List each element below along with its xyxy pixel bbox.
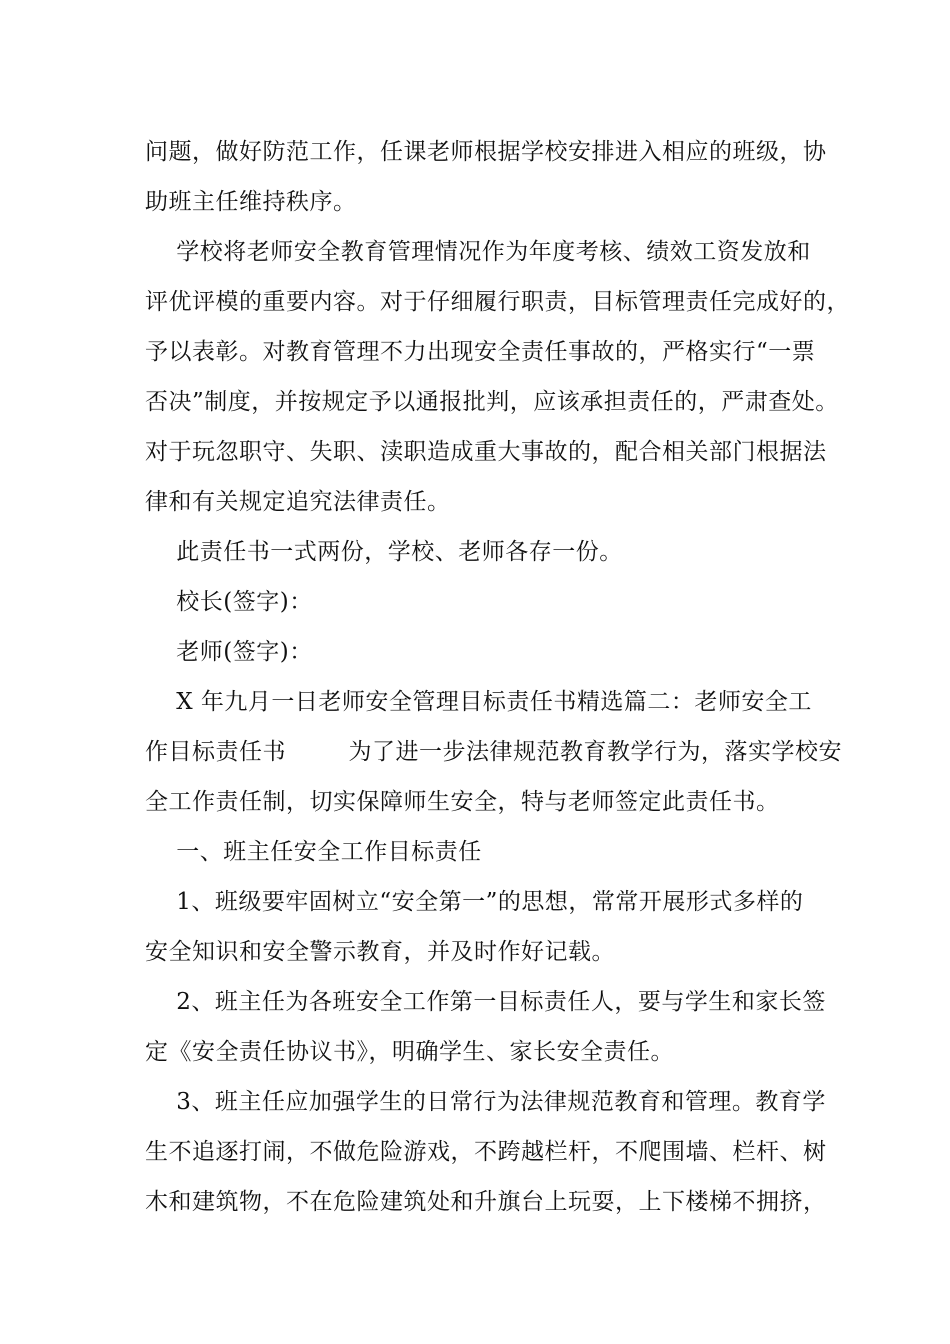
text-line: 2、班主任为各班安全工作第一目标责任人，要与学生和家长签 [145,989,826,1015]
text-line: 此责任书一式两份，学校、老师各存一份。 [145,539,623,565]
signature-line-principal: 校长(签字)： [145,589,313,615]
text-line: 木和建筑物，不在危险建筑处和升旗台上玩耍，上下楼梯不拥挤， [145,1189,827,1215]
text-line: 予以表彰。对教育管理不力出现安全责任事故的，严格实行“一票 [145,339,816,365]
text-line: 否决”制度，并按规定予以通报批判，应该承担责任的，严肃查处。 [145,389,839,415]
text-line: 问题，做好防范工作，任课老师根据学校安排进入相应的班级，协 [145,139,827,165]
text-line: 评优评模的重要内容。对于仔细履行职责，目标管理责任完成好的， [145,289,850,315]
text-line: 3、班主任应加强学生的日常行为法律规范教育和管理。教育学 [145,1089,826,1115]
text-line: 律和有关规定追究法律责任。 [145,489,451,515]
section-heading: 一、班主任安全工作目标责任 [145,839,482,865]
text-line: 全工作责任制，切实保障师生安全，特与老师签定此责任书。 [145,789,780,815]
text-line: 1、班级要牢固树立“安全第一”的思想，常常开展形式多样的 [145,889,804,915]
text-line: X 年九月一日老师安全管理目标责任书精选篇二：老师安全工 [145,689,812,715]
text-line: 作目标责任书 为了进一步法律规范教育教学行为，落实学校安 [145,739,842,765]
text-line: 学校将老师安全教育管理情况作为年度考核、绩效工资发放和 [145,239,811,265]
signature-line-teacher: 老师(签字)： [145,639,313,665]
text-line: 安全知识和安全警示教育，并及时作好记载。 [145,939,615,965]
text-line: 助班主任维持秩序。 [145,189,357,215]
text-line: 对于玩忽职守、失职、渎职造成重大事故的，配合相关部门根据法 [145,439,827,465]
text-line: 生不追逐打闹，不做危险游戏，不跨越栏杆，不爬围墙、栏杆、树 [145,1139,827,1165]
text-line: 定《安全责任协议书》，明确学生、家长安全责任。 [145,1039,674,1065]
